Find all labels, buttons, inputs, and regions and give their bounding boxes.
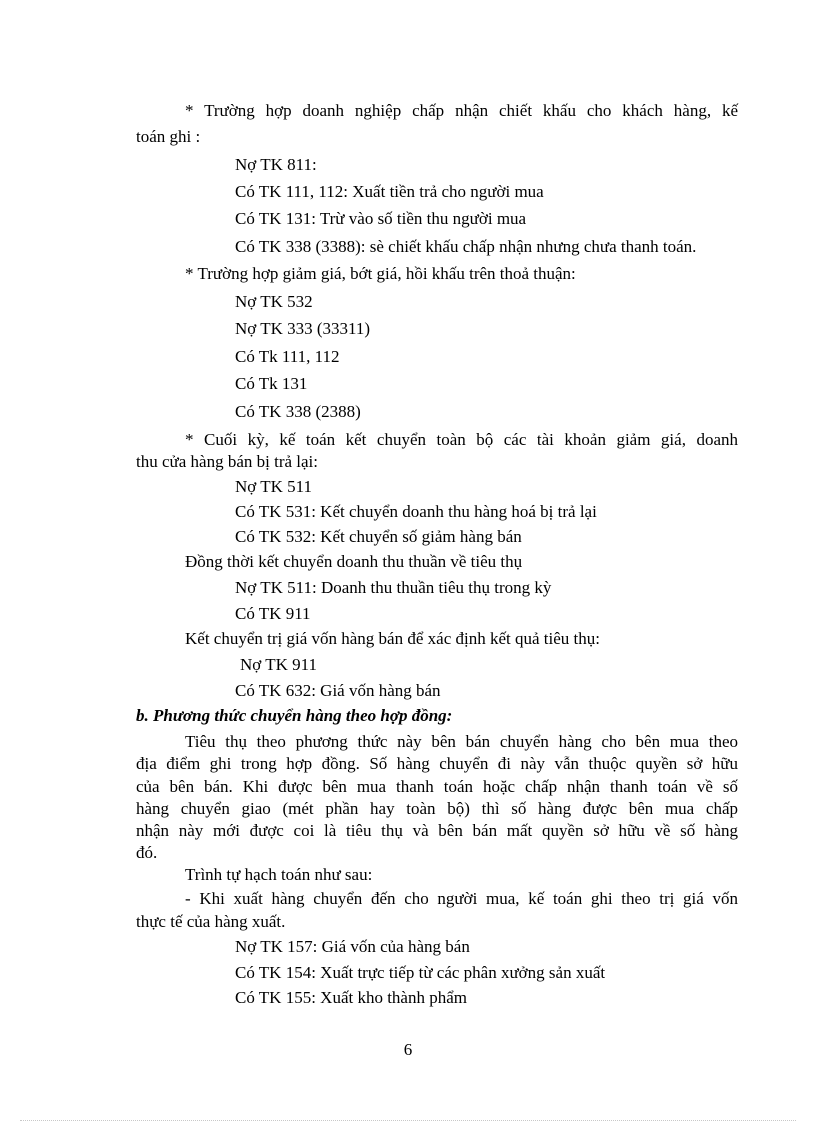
text-line: Có Tk 111, 112 xyxy=(235,347,340,366)
text-line: Nợ TK 511: Doanh thu thuần tiêu thụ trong kỳ xyxy=(235,578,552,597)
text-line: Có TK 911 xyxy=(235,604,311,623)
text-line: * Trường hợp giảm giá, bớt giá, hồi khấu trên thoả thuận: xyxy=(185,264,576,283)
text-line: đó. xyxy=(136,843,158,862)
page-bottom-divider xyxy=(20,1120,796,1121)
text-line: Trình tự hạch toán như sau: xyxy=(185,865,373,884)
page-number: 6 xyxy=(403,1040,413,1059)
text-line: Nợ TK 911 xyxy=(240,655,317,674)
text-line: toán ghi : xyxy=(136,127,201,146)
text-line: Có TK 531: Kết chuyển doanh thu hàng hoá bị trả lại xyxy=(235,502,597,521)
text-line: địa điểm ghi trong hợp đồng. Số hàng chuyển đi này vẫn thuộc quyền sở hữu xyxy=(136,754,738,773)
text-line: Nợ TK 511 xyxy=(235,477,312,496)
text-line: Có TK 111, 112: Xuất tiền trả cho người mua xyxy=(235,182,544,201)
text-line: Có TK 338 (2388) xyxy=(235,402,361,421)
text-line: Nợ TK 811: xyxy=(235,155,317,174)
text-line: Có TK 131: Trừ vào số tiền thu người mua xyxy=(235,209,527,228)
text-line: Nợ TK 157: Giá vốn của hàng bán xyxy=(235,937,470,956)
text-line: hàng chuyển giao (mét phần hay toàn bộ) thì số hàng được bên mua chấp xyxy=(136,799,738,818)
text-line: Có TK 155: Xuất kho thành phẩm xyxy=(235,988,467,1007)
text-line: Nợ TK 532 xyxy=(235,292,313,311)
text-line: của bên bán. Khi được bên mua thanh toán hoặc chấp nhận thanh toán về số xyxy=(136,777,738,796)
text-line: Có TK 154: Xuất trực tiếp từ các phân xưởng sản xuất xyxy=(235,963,606,982)
text-line: Có Tk 131 xyxy=(235,374,308,393)
text-line: Có TK 632: Giá vốn hàng bán xyxy=(235,681,441,700)
text-line: Có TK 532: Kết chuyển số giảm hàng bán xyxy=(235,527,522,546)
text-line: Tiêu thụ theo phương thức này bên bán chuyển hàng cho bên mua theo xyxy=(185,732,738,751)
text-line: * Trường hợp doanh nghiệp chấp nhận chiết khấu cho khách hàng, kế xyxy=(185,101,738,120)
text-line: thu cửa hàng bán bị trả lại: xyxy=(136,452,318,471)
text-line: Có TK 338 (3388): sè chiết khấu chấp nhận nhưng chưa thanh toán. xyxy=(235,237,697,256)
text-line: thực tế của hàng xuất. xyxy=(136,912,286,931)
text-line: - Khi xuất hàng chuyển đến cho người mua, kế toán ghi theo trị giá vốn xyxy=(185,889,738,908)
text-line: nhận này mới được coi là tiêu thụ và bên bán mất quyền sở hữu về số hàng xyxy=(136,821,738,840)
section-heading: b. Phương thức chuyển hàng theo hợp đồng: xyxy=(136,706,453,725)
text-line: Đồng thời kết chuyển doanh thu thuần về tiêu thụ xyxy=(185,552,523,571)
text-line: * Cuối kỳ, kế toán kết chuyển toàn bộ các tài khoản giảm giá, doanh xyxy=(185,430,738,449)
text-line: Nợ TK 333 (33311) xyxy=(235,319,371,338)
text-line: Kết chuyển trị giá vốn hàng bán để xác định kết quả tiêu thụ: xyxy=(185,629,600,648)
